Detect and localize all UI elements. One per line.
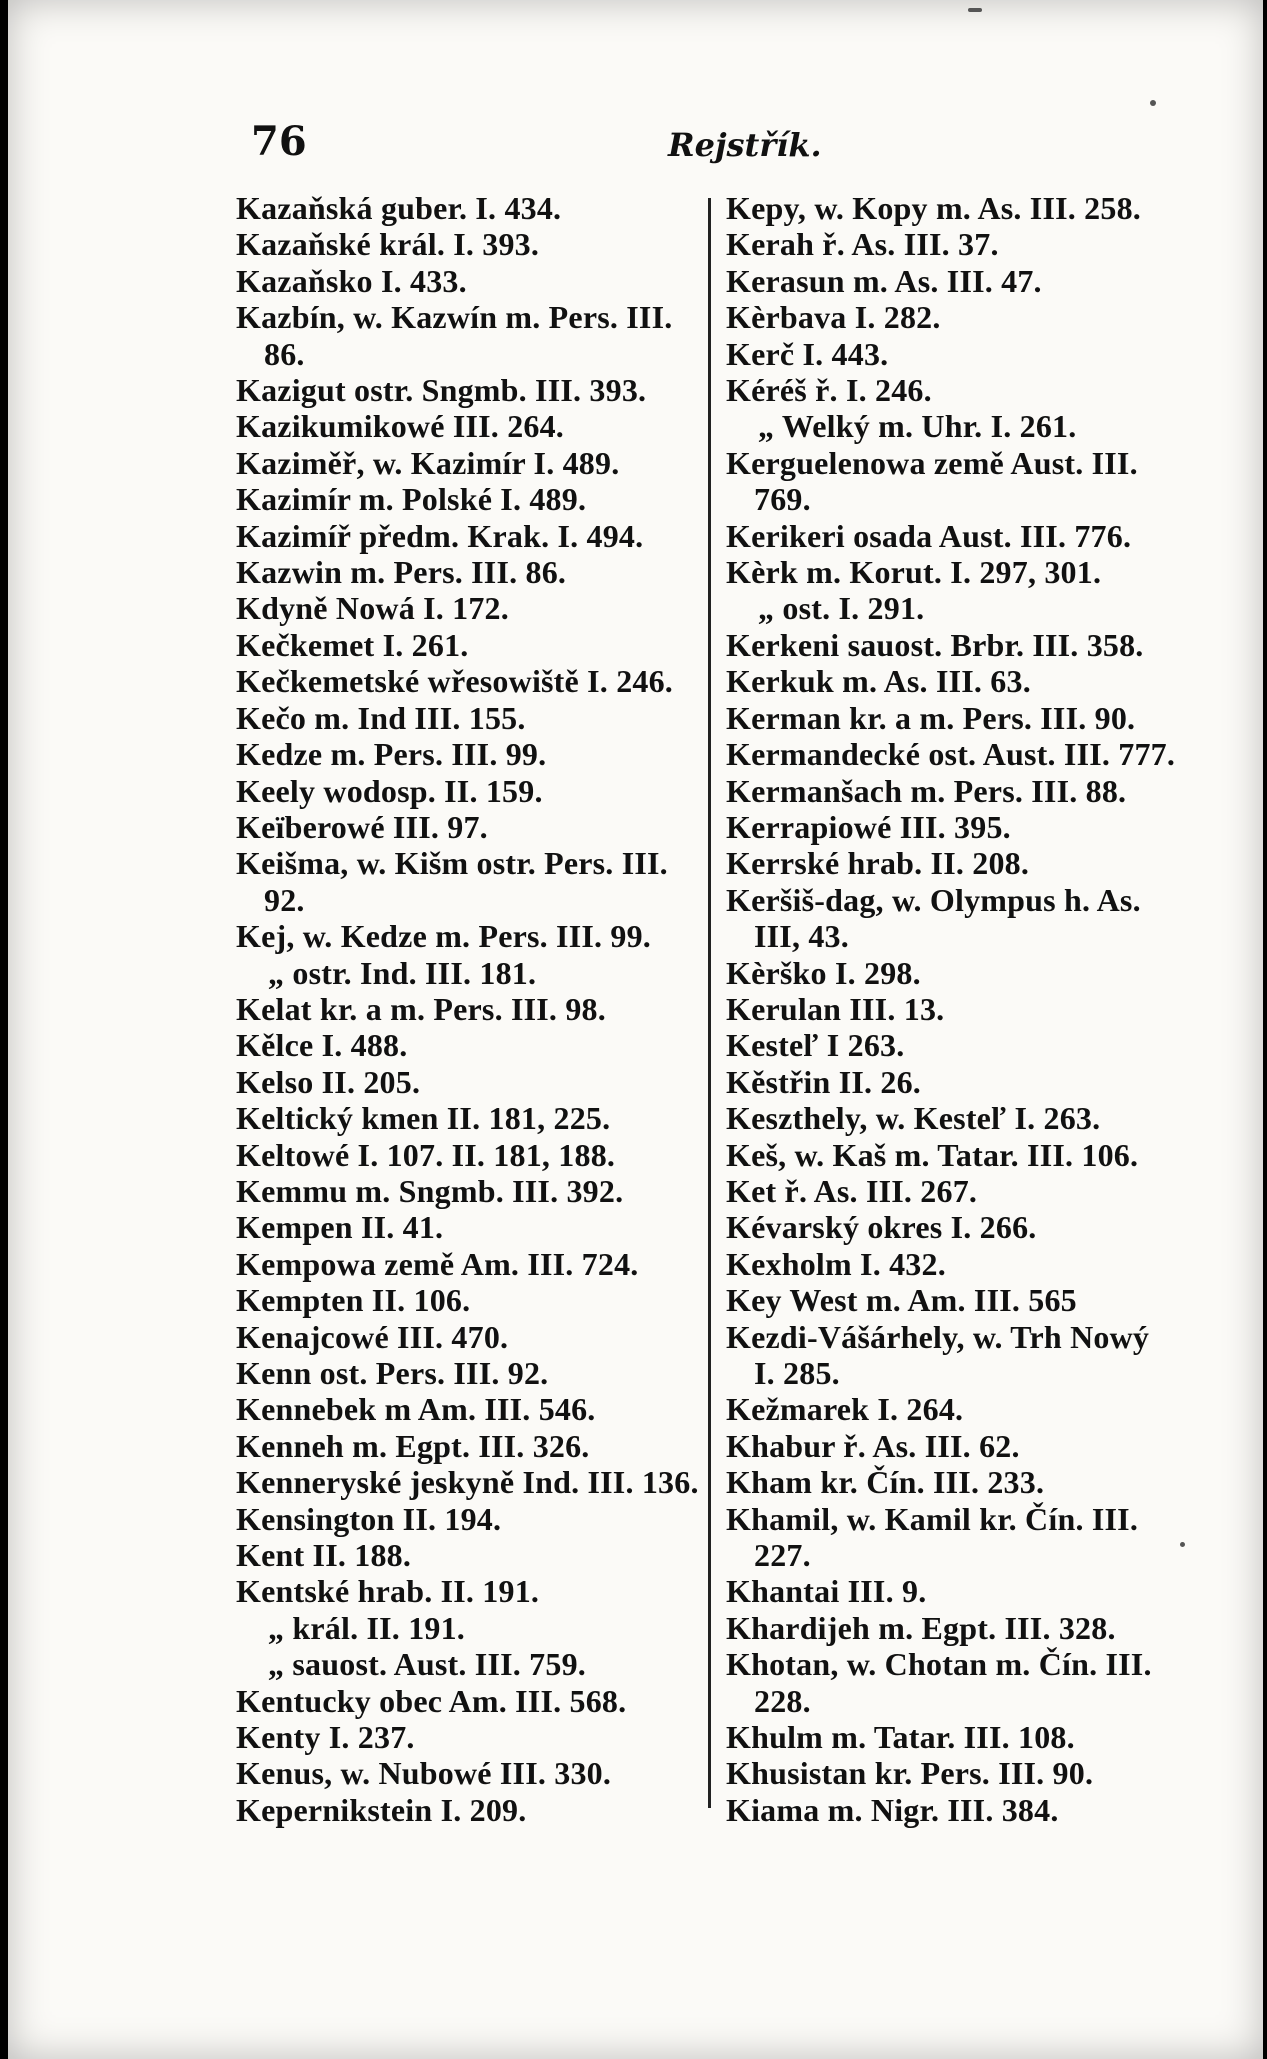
index-entry: Kěstřin II. 26. [726,1063,921,1100]
index-entry: Kazikumikowé III. 264. [236,408,564,445]
index-entry: Kerikeri osada Aust. III. 776. [726,517,1132,554]
paper-speck [1180,1542,1185,1547]
index-entry: Kedze m. Pers. III. 99. [236,736,547,773]
index-entry: Kèrk m. Korut. I. 297, 301. [726,554,1102,591]
index-entry: Keely wodosp. II. 159. [236,772,543,809]
index-entry: Kempen II. 41. [236,1209,444,1246]
index-entry: Kiama m. Nigr. III. 384. [726,1791,1059,1828]
index-entry: Kelso II. 205. [236,1063,421,1100]
index-entry: Kečkemet I. 261. [236,626,469,663]
paper-speck [1150,100,1156,106]
index-entry: Kej, w. Kedze m. Pers. III. 99. [236,918,652,955]
index-entry: Kerkeni sauost. Brbr. III. 358. [726,626,1144,663]
index-entry: Kenty I. 237. [236,1719,415,1756]
index-entry: Kerguelenowa země Aust. III. [726,444,1138,481]
index-entry: 92. [264,881,305,918]
index-entry: Kdyně Nowá I. 172. [236,590,509,627]
index-entry: Kepernikstein I. 209. [236,1791,527,1828]
index-entry: Kerč I. 443. [726,335,889,372]
index-entry: Kenn ost. Pers. III. 92. [236,1355,549,1391]
index-entry: Kepy, w. Kopy m. As. III. 258. [726,190,1141,226]
index-entry: Kazbín, w. Kazwín m. Pers. III. [236,299,673,336]
index-entry: Kerman kr. a m. Pers. III. 90. [726,699,1136,736]
index-entry: Keïberowé III. 97. [236,808,488,845]
index-entry: 228. [754,1682,811,1719]
index-entry: 86. [264,335,305,372]
index-entry: Khamil, w. Kamil kr. Čín. III. [726,1500,1139,1537]
index-entry: Kham kr. Čín. III. 233. [726,1464,1045,1501]
index-entry: Khotan, w. Chotan m. Čín. III. [726,1646,1152,1683]
index-entry: Kazimíř předm. Krak. I. 494. [236,517,644,554]
index-entry: Khabur ř. As. III. 62. [726,1427,1020,1464]
index-entry: Kenneryské jeskyně Ind. III. 136. [236,1464,699,1501]
index-entry: Kazigut ostr. Sngmb. III. 393. [236,372,647,409]
index-entry: Kerasun m. As. III. 47. [726,262,1042,299]
index-entry: Kerulan III. 13. [726,990,945,1027]
index-entry: Kennebek m Am. III. 546. [236,1391,596,1428]
paper-speck [968,8,982,12]
index-entry: Kazaňsko I. 433. [236,262,467,299]
index-entry: Kentské hrab. II. 191. [236,1573,540,1610]
index-entry: Kensington II. 194. [236,1500,502,1537]
index-entry: Khusistan kr. Pers. III. 90. [726,1755,1094,1792]
index-entry: Kerah ř. As. III. 37. [726,226,999,263]
index-entry: Kerkuk m. As. III. 63. [726,663,1031,700]
index-entry: Kermandecké ost. Aust. III. 777. [726,736,1176,773]
index-entry: Kezdi-Vášárhely, w. Trh Nowý [726,1318,1150,1355]
index-entry: „ ostr. Ind. III. 181. [268,954,537,991]
index-entry: Keltický kmen II. 181, 225. [236,1100,611,1137]
index-entry: Kaziměř, w. Kazimír I. 489. [236,444,620,481]
index-entry: Kečo m. Ind III. 155. [236,699,526,736]
index-entry: Kenajcowé III. 470. [236,1318,509,1355]
index-entry: „ ost. I. 291. [758,590,925,627]
index-entry: Kečkemetské wřesowiště I. 246. [236,663,673,700]
index-entry: Kemmu m. Sngmb. III. 392. [236,1172,624,1209]
index-entry: Kent II. 188. [236,1537,412,1574]
index-entry: „ král. II. 191. [268,1609,465,1646]
index-entry: Kazaňské král. I. 393. [236,226,540,263]
index-entry: Kempten II. 106. [236,1282,471,1319]
index-entry: Keltowé I. 107. II. 181, 188. [236,1136,616,1173]
index-entry: Kělce I. 488. [236,1027,408,1064]
index-entry: Kerrské hrab. II. 208. [726,845,1030,882]
index-entry: III, 43. [754,918,849,955]
index-entry: Kenus, w. Nubowé III. 330. [236,1755,612,1792]
index-entry: Kesteľ I 263. [726,1027,905,1064]
index-entry: Kempowa země Am. III. 724. [236,1245,639,1282]
index-entry: Kazwin m. Pers. III. 86. [236,554,567,591]
column-divider [708,198,711,1808]
index-column-left [236,190,699,1828]
index-entry: 227. [754,1537,811,1574]
index-entry: Keišma, w. Kišm ostr. Pers. III. [236,845,668,882]
index-entry: Keršiš-dag, w. Olympus h. As. [726,881,1141,918]
index-entry: Ket ř. As. III. 267. [726,1172,978,1209]
index-entry: Kelat kr. a m. Pers. III. 98. [236,990,606,1027]
index-entry: Kazaňská guber. I. 434. [236,190,562,226]
index-entry: Kèrbava I. 282. [726,299,941,336]
index-entry: I. 285. [754,1355,840,1391]
index-entry: Kentucky obec Am. III. 568. [236,1682,627,1719]
book-page [8,0,1263,2059]
index-entry: „ sauost. Aust. III. 759. [268,1646,586,1683]
index-entry: Kerrapiowé III. 395. [726,808,1011,845]
page-number: 76 [251,118,307,165]
index-entry: „ Welký m. Uhr. I. 261. [758,408,1077,445]
index-entry: Kermanšach m. Pers. III. 88. [726,772,1127,809]
index-entry: Kenneh m. Egpt. III. 326. [236,1427,590,1464]
index-entry: Key West m. Am. III. 565 [726,1282,1077,1319]
index-entry: Keszthely, w. Kesteľ I. 263. [726,1100,1101,1137]
index-entry: 769. [754,481,811,518]
index-entry: Kéréš ř. I. 246. [726,372,932,409]
index-entry: Khantai III. 9. [726,1573,927,1610]
index-column-right [726,190,1196,1828]
index-entry: Kežmarek I. 264. [726,1391,964,1428]
index-entry: Kévarský okres I. 266. [726,1209,1037,1246]
index-entry: Khardijeh m. Egpt. III. 328. [726,1609,1116,1646]
running-head: Rejstřík. [668,126,822,164]
index-entry: Keš, w. Kaš m. Tatar. III. 106. [726,1136,1139,1173]
page-header [8,118,1263,178]
index-entry: Khulm m. Tatar. III. 108. [726,1719,1075,1756]
index-entry: Kèrško I. 298. [726,954,921,991]
index-entry: Kazimír m. Polské I. 489. [236,481,587,518]
index-entry: Kexholm I. 432. [726,1245,946,1282]
